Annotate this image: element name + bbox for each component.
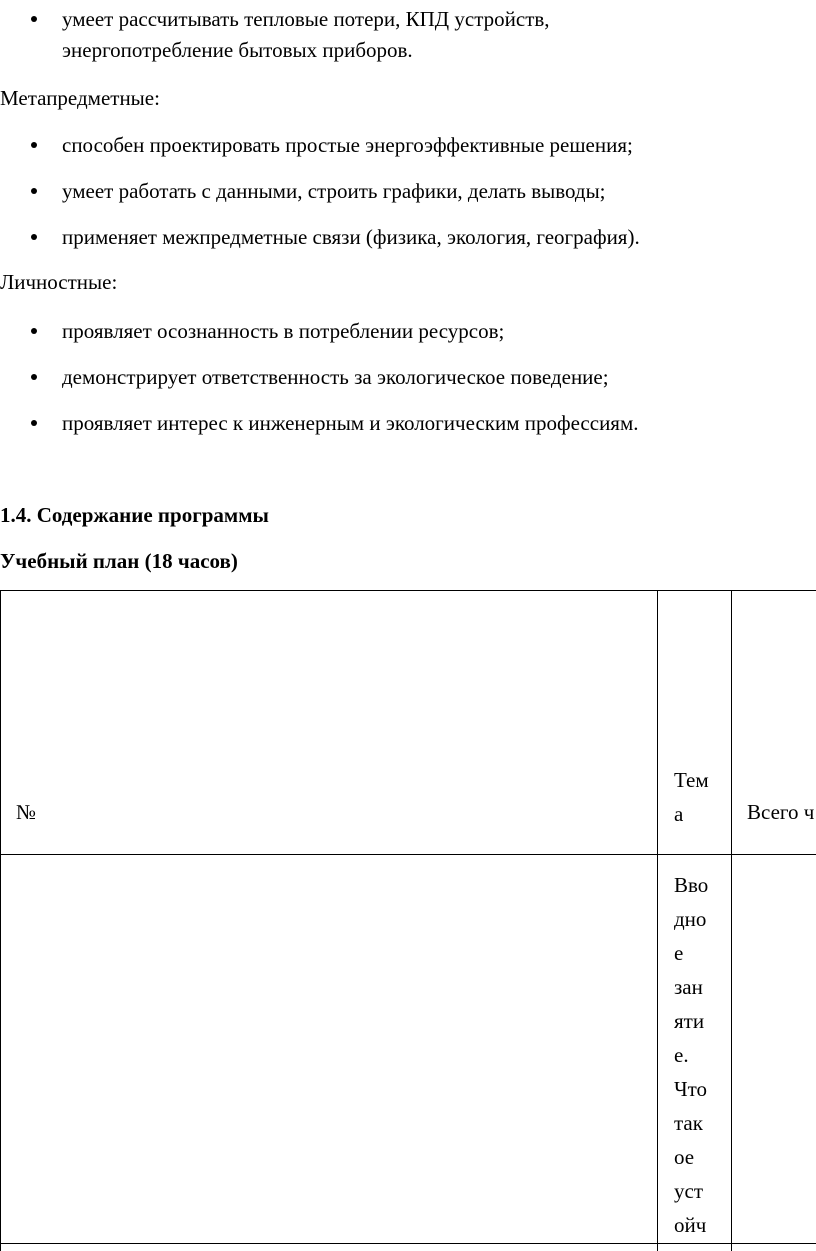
row-topic: Вво дно е зан яти е. Что так ое уст ойч xyxy=(674,873,709,1237)
list-item-text: проявляет осознанность в потреблении ресурсов; xyxy=(62,319,505,343)
section-heading: Метапредметные: xyxy=(0,86,160,110)
header-number: № xyxy=(16,800,37,824)
list-item-text: применяет межпредметные связи (физика, экология, география). xyxy=(62,225,640,249)
section-heading: Личностные: xyxy=(0,270,118,294)
bullet-point xyxy=(31,420,37,426)
curriculum-table xyxy=(0,590,816,1251)
bullet-point xyxy=(31,234,37,240)
bullet-point xyxy=(31,142,37,148)
list-item-text: энергопотребление бытовых приборов. xyxy=(62,38,413,62)
section-title: 1.4. Содержание программы xyxy=(0,503,269,527)
list-item-text: способен проектировать простые энергоэффективные решения; xyxy=(62,133,633,157)
list-item-text: умеет рассчитывать тепловые потери, КПД устройств, xyxy=(62,7,550,31)
bullet-point xyxy=(31,188,37,194)
bullet-point xyxy=(31,16,37,22)
bullet-point xyxy=(31,374,37,380)
table-caption: Учебный план (18 часов) xyxy=(0,549,238,573)
column-divider xyxy=(731,591,732,1251)
list-item-text: умеет работать с данными, строить графики, делать выводы; xyxy=(62,179,606,203)
row-divider xyxy=(1,854,816,855)
header-total-hours: Всего ч xyxy=(747,800,815,824)
header-topic: Тем а xyxy=(674,768,709,826)
list-item-text: проявляет интерес к инженерным и экологическим профессиям. xyxy=(62,411,639,435)
bullet-point xyxy=(31,328,37,334)
column-divider xyxy=(657,591,658,1251)
list-item-text: демонстрирует ответственность за экологическое поведение; xyxy=(62,365,609,389)
row-divider xyxy=(1,1243,816,1244)
